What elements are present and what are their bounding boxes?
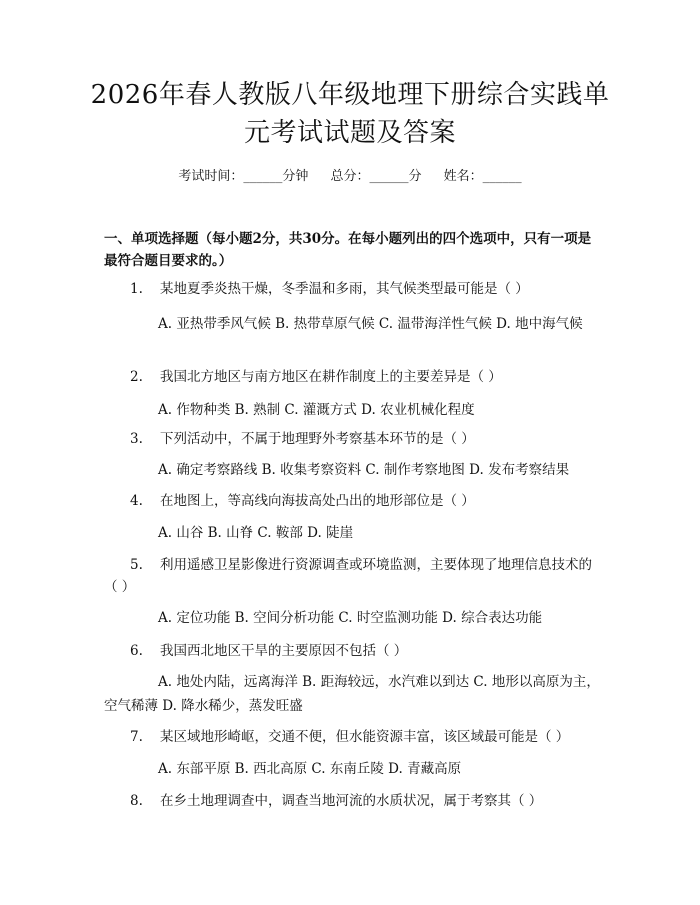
question-1	[104, 278, 601, 300]
question-text: 在乡土地理调查中，调查当地河流的水质状况，属于考察其（ ）	[160, 793, 543, 809]
question-6	[104, 640, 601, 662]
question-number: 2.	[130, 369, 143, 385]
question-8	[104, 790, 601, 812]
exam-time-field: 考试时间：______分钟	[178, 169, 309, 184]
question-3-options: A. 确定考察路线 B. 收集考察资料 C. 制作考察地图 D. 发布考察结果	[158, 462, 570, 478]
question-3	[104, 428, 601, 450]
question-number: 3.	[130, 431, 143, 447]
question-number: 5.	[130, 557, 143, 573]
question-7	[104, 726, 601, 748]
question-2-options: A. 作物种类 B. 熟制 C. 灌溉方式 D. 农业机械化程度	[158, 402, 475, 418]
question-5	[104, 554, 601, 598]
question-text: 某地夏季炎热干燥，冬季温和多雨，其气候类型最可能是（ ）	[160, 281, 529, 297]
total-score-field: 总分：______分	[330, 169, 422, 184]
question-number: 8.	[130, 793, 143, 809]
question-text: 某区域地形崎岖，交通不便，但水能资源丰富，该区域最可能是（ ）	[160, 729, 570, 745]
question-text: 下列活动中，不属于地理野外考察基本环节的是（ ）	[160, 431, 475, 447]
question-number: 7.	[130, 729, 143, 745]
page-title: 2026年春人教版八年级地理下册综合实践单元考试试题及答案	[90, 80, 610, 148]
question-1-options: A. 亚热带季风气候 B. 热带草原气候 C. 温带海洋性气候 D. 地中海气候	[158, 316, 583, 332]
question-text: 在地图上，等高线向海拔高处凸出的地形部位是（ ）	[160, 493, 475, 509]
question-4	[104, 490, 601, 512]
question-text: 我国西北地区干旱的主要原因不包括（ ）	[160, 643, 408, 659]
question-number: 1.	[130, 281, 143, 297]
question-7-options: A. 东部平原 B. 西北高原 C. 东南丘陵 D. 青藏高原	[158, 761, 462, 777]
section-heading: 一、单项选择题（每小题2分，共30分。在每小题列出的四个选项中，只有一项是最符合题目要求的。）	[104, 231, 592, 269]
question-5-options: A. 定位功能 B. 空间分析功能 C. 时空监测功能 D. 综合表达功能	[158, 610, 543, 626]
question-number: 6.	[130, 643, 143, 659]
question-2	[104, 366, 601, 388]
exam-meta	[0, 166, 700, 188]
student-name-field: 姓名：______	[443, 169, 522, 184]
question-4-options: A. 山谷 B. 山脊 C. 鞍部 D. 陡崖	[158, 525, 354, 541]
question-number: 4.	[130, 493, 143, 509]
question-text: 我国北方地区与南方地区在耕作制度上的主要差异是（ ）	[160, 369, 502, 385]
question-6-options: A. 地处内陆，远离海洋 B. 距海较远，水汽难以到达 C. 地形以高原为主，空气稀薄 D. 降水稀少，蒸发旺盛	[104, 674, 600, 714]
question-text: 利用遥感卫星影像进行资源调查或环境监测，主要体现了地理信息技术的（ ）	[104, 557, 592, 595]
